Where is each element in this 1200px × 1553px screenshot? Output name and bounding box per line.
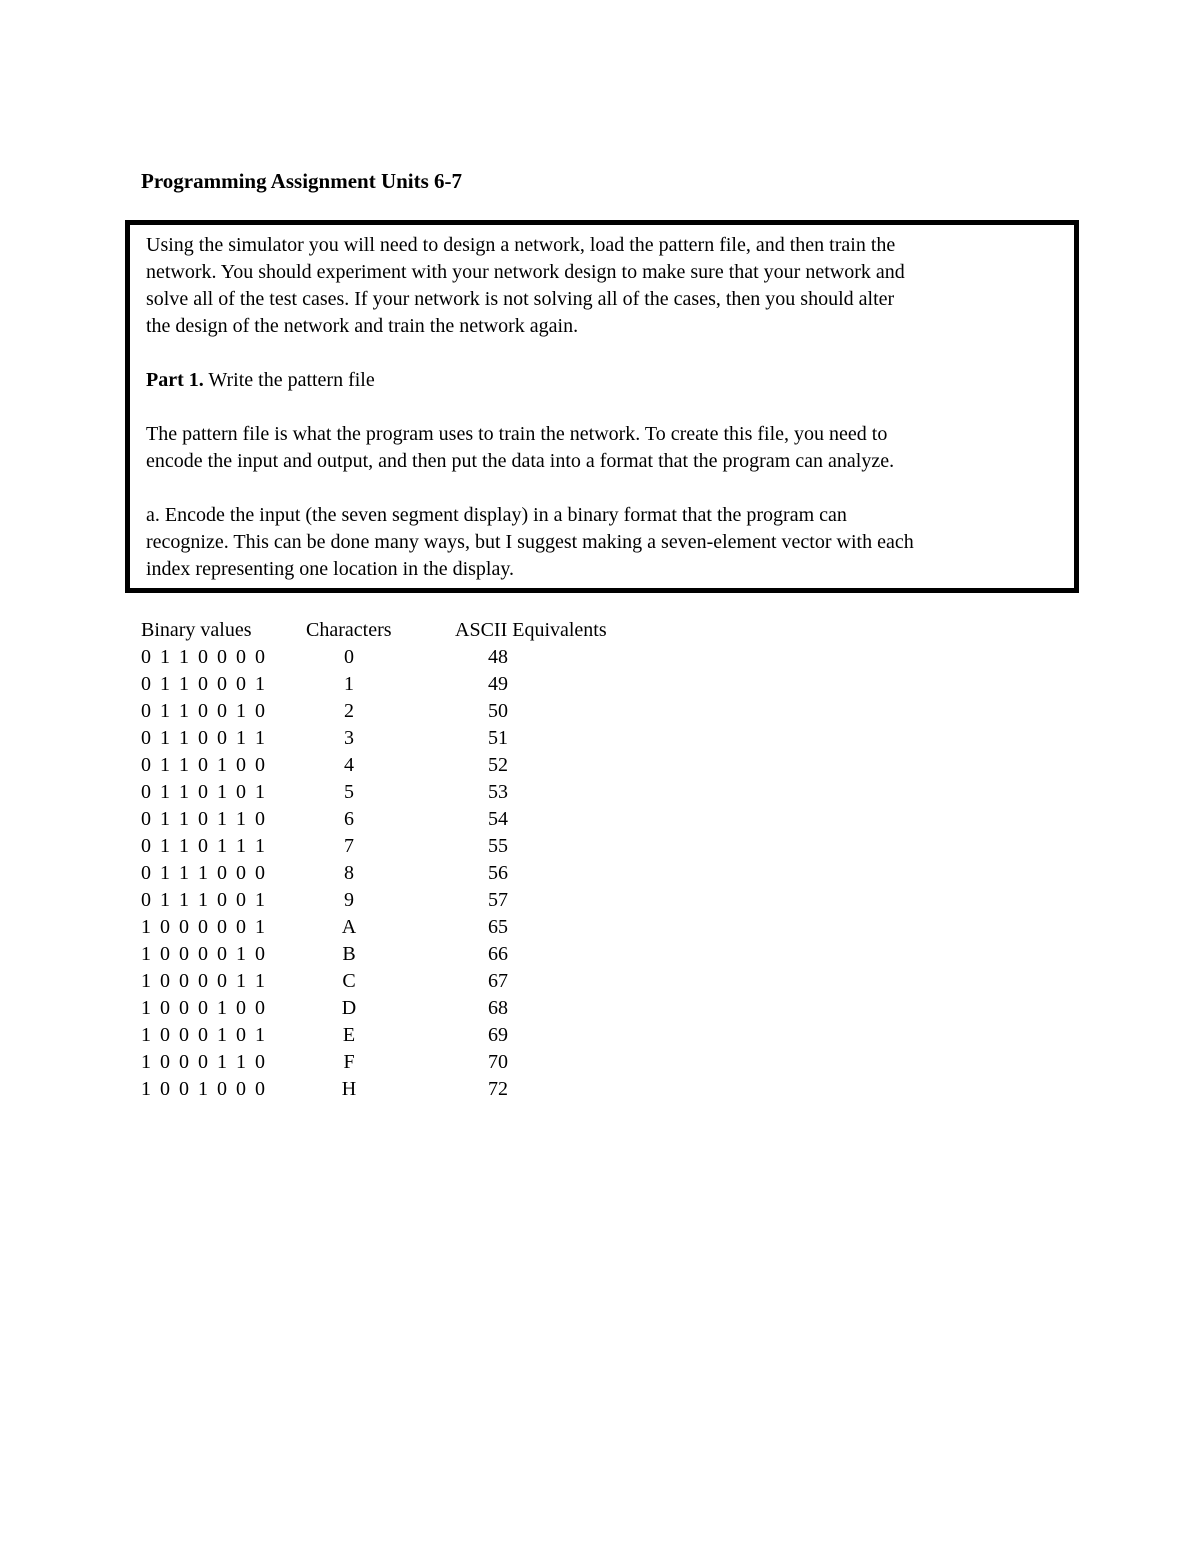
part-text: Write the pattern file — [203, 369, 375, 391]
character-cell: H — [341, 1078, 357, 1100]
character-cell: F — [343, 1051, 355, 1073]
ascii-cell: 52 — [488, 754, 508, 776]
character-cell: E — [342, 1024, 356, 1046]
binary-cell: 1 0 0 0 1 1 0 — [141, 1051, 267, 1073]
binary-cell: 1 0 0 0 0 1 1 — [141, 970, 267, 992]
instructions-content — [146, 232, 1070, 583]
binary-cell: 0 1 1 0 0 0 1 — [141, 673, 267, 695]
intro-line: the design of the network and train the network again. — [146, 315, 579, 337]
binary-cell: 1 0 0 0 1 0 0 — [141, 997, 267, 1019]
page-title: Programming Assignment Units 6-7 — [141, 169, 463, 193]
ascii-cell: 70 — [488, 1051, 508, 1073]
character-cell: D — [341, 997, 357, 1019]
ascii-cell: 66 — [488, 943, 508, 965]
pattern-line: The pattern file is what the program uses to train the network. To create this file, you need to — [146, 423, 888, 445]
character-cell: 3 — [344, 727, 354, 749]
character-cell: C — [342, 970, 356, 992]
character-cell: 6 — [344, 808, 354, 830]
ascii-cell: 65 — [488, 916, 508, 938]
character-cell: 2 — [344, 700, 354, 722]
binary-cell: 1 0 0 0 1 0 1 — [141, 1024, 267, 1046]
character-cell: 8 — [344, 862, 354, 884]
instructions-box — [125, 220, 1079, 593]
character-cell: B — [342, 943, 356, 965]
binary-cell: 0 1 1 0 1 1 1 — [141, 835, 267, 857]
binary-cell: 0 1 1 0 1 0 1 — [141, 781, 267, 803]
encode-line: a. Encode the input (the seven segment display) in a binary format that the program can — [146, 504, 847, 526]
header-ascii-equivalents: ASCII Equivalents — [455, 619, 607, 641]
ascii-cell: 49 — [488, 673, 508, 695]
binary-cell: 0 1 1 1 0 0 1 — [141, 889, 267, 911]
pattern-line: encode the input and output, and then put the data into a format that the program can analyze. — [146, 450, 895, 472]
character-cell: 1 — [344, 673, 354, 695]
binary-cell: 1 0 0 0 0 0 1 — [141, 916, 267, 938]
character-cell: 7 — [344, 835, 354, 857]
part-label: Part 1. — [146, 369, 204, 391]
ascii-cell: 55 — [488, 835, 508, 857]
intro-line: network. You should experiment with your network design to make sure that your network and — [146, 261, 905, 283]
part-heading — [146, 367, 1070, 394]
intro-line: Using the simulator you will need to design a network, load the pattern file, and then train the — [146, 234, 896, 256]
binary-cell: 0 1 1 0 0 1 0 — [141, 700, 267, 722]
binary-cell: 0 1 1 0 0 0 0 — [141, 646, 267, 668]
binary-cell: 0 1 1 1 0 0 0 — [141, 862, 267, 884]
ascii-cell: 54 — [488, 808, 508, 830]
header-characters: Characters — [306, 619, 392, 641]
ascii-cell: 67 — [488, 970, 508, 992]
encode-line: recognize. This can be done many ways, but I suggest making a seven-element vector with each — [146, 531, 914, 553]
binary-cell: 0 1 1 0 0 1 1 — [141, 727, 267, 749]
binary-cell: 1 0 0 0 0 1 0 — [141, 943, 267, 965]
intro-line: solve all of the test cases. If your network is not solving all of the cases, then you should alter — [146, 288, 895, 310]
character-cell: 0 — [344, 646, 354, 668]
ascii-cell: 68 — [488, 997, 508, 1019]
ascii-cell: 72 — [488, 1078, 508, 1100]
ascii-cell: 56 — [488, 862, 508, 884]
binary-cell: 0 1 1 0 1 1 0 — [141, 808, 267, 830]
header-binary-values: Binary values — [141, 619, 252, 641]
binary-cell: 1 0 0 1 0 0 0 — [141, 1078, 267, 1100]
character-cell: 4 — [344, 754, 354, 776]
ascii-cell: 51 — [488, 727, 508, 749]
character-cell: 5 — [344, 781, 354, 803]
encode-line: index representing one location in the display. — [146, 558, 515, 580]
character-cell: A — [341, 916, 357, 938]
character-cell: 9 — [344, 889, 354, 911]
ascii-cell: 53 — [488, 781, 508, 803]
ascii-cell: 48 — [488, 646, 508, 668]
ascii-cell: 69 — [488, 1024, 508, 1046]
ascii-cell: 57 — [488, 889, 508, 911]
binary-cell: 0 1 1 0 1 0 0 — [141, 754, 267, 776]
ascii-cell: 50 — [488, 700, 508, 722]
